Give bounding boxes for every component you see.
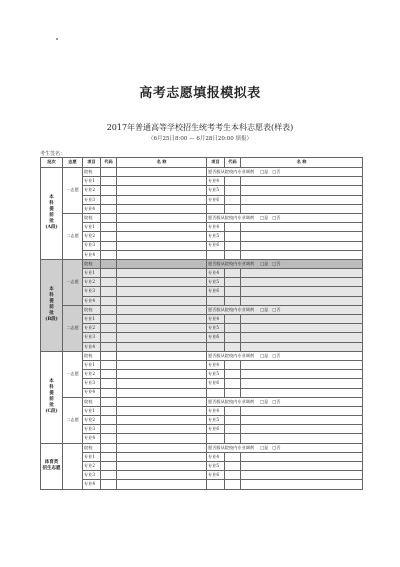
form-row [41,452,363,461]
batch-label-part: 提 [49,207,54,213]
volunteer-label [63,443,83,489]
batch-label-part: 批 [49,403,54,409]
code-input[interactable] [101,324,117,333]
scan-speck [56,38,58,40]
form-row [41,296,363,305]
name-input[interactable] [117,241,207,250]
major-label: 专业2 [83,324,101,333]
volunteer-label: 一志愿 [63,259,83,305]
code-input[interactable] [101,397,117,406]
adjust-option [207,305,363,314]
code-input[interactable] [101,351,117,360]
major-label-right: 专业6 [207,333,225,342]
name-input-right[interactable] [241,324,363,333]
form-row [41,278,363,287]
major-label: 专业4 [83,204,101,213]
major-label: 专业4 [83,342,101,351]
name-input[interactable] [117,296,207,305]
major-label: 专业4 [83,434,101,443]
form-row [41,287,363,296]
code-input-right[interactable] [225,223,241,232]
adjust-yes-checkbox[interactable]: □是 [260,398,269,404]
major-label: 专业4 [83,480,101,489]
volunteer-label: 二志愿 [63,305,83,351]
adjust-label: 愿否服从院校内专业调剂 [208,352,255,358]
form-row [41,333,363,342]
name-input-right[interactable] [241,342,363,351]
name-input-right[interactable] [241,471,363,480]
form-row [41,406,363,415]
name-input-right[interactable] [241,269,363,278]
major-label-right: 专业6 [207,287,225,296]
form-row [41,195,363,204]
major-label: 专业3 [83,195,101,204]
major-label: 专业2 [83,232,101,241]
batch-label-part: 批 [49,219,54,225]
major-label-right: 专业5 [207,416,225,425]
code-input[interactable] [101,480,117,489]
major-label: 专业4 [83,296,101,305]
name-input[interactable] [117,406,207,415]
name-input[interactable] [117,425,207,434]
major-label-right: 专业5 [207,370,225,379]
name-input[interactable] [117,351,207,360]
batch-label-part: 本 [49,195,54,201]
form-row [41,425,363,434]
major-label: 专业3 [83,425,101,434]
form-row [41,379,363,388]
major-label: 专业3 [83,287,101,296]
batch-label-part: 招生志愿 [42,466,61,472]
code-input[interactable] [101,213,117,222]
volunteer-form-table [40,157,363,490]
adjust-no-checkbox[interactable]: □否 [272,306,281,312]
name-input-right[interactable] [241,186,363,195]
major-label: 专业2 [83,462,101,471]
name-input[interactable] [117,213,207,222]
code-input[interactable] [101,360,117,369]
major-label: 专业3 [83,471,101,480]
code-input-right[interactable] [225,370,241,379]
major-label: 专业3 [83,241,101,250]
major-label-right: 专业4 [207,406,225,415]
code-input[interactable] [101,452,117,461]
name-input[interactable] [117,333,207,342]
name-input[interactable] [117,269,207,278]
code-input-right[interactable] [225,425,241,434]
name-input[interactable] [117,443,207,452]
code-input[interactable] [101,434,117,443]
code-input[interactable] [101,315,117,324]
adjust-yes-checkbox[interactable]: □是 [260,214,269,220]
code-input[interactable] [101,425,117,434]
adjust-option [207,259,363,268]
major-label-right [207,250,225,259]
code-input[interactable] [101,287,117,296]
adjust-no-checkbox[interactable]: □否 [272,260,281,266]
name-input[interactable] [117,177,207,186]
major-label: 专业1 [83,177,101,186]
major-label-right: 专业6 [207,379,225,388]
school-label: 院校 [83,213,101,222]
form-row [41,241,363,250]
name-input[interactable] [117,195,207,204]
major-label: 专业1 [83,360,101,369]
form-body [41,168,363,490]
adjust-no-checkbox[interactable]: □否 [272,398,281,404]
school-label: 院校 [83,305,101,314]
name-input-right[interactable] [241,434,363,443]
form-row [41,416,363,425]
header-batch: 批次 [41,158,63,168]
name-input[interactable] [117,305,207,314]
major-label: 专业1 [83,406,101,415]
header-item-right: 项目 [207,158,225,168]
code-input[interactable] [101,416,117,425]
major-label-right: 专业6 [207,241,225,250]
code-input[interactable] [101,204,117,213]
code-input-right[interactable] [225,195,241,204]
volunteer-label: 一志愿 [63,351,83,397]
code-input[interactable] [101,259,117,268]
adjust-yes-checkbox[interactable]: □是 [260,168,269,174]
major-label-right: 专业4 [207,452,225,461]
code-input-right[interactable] [225,342,241,351]
code-input-right[interactable] [225,333,241,342]
adjust-yes-checkbox[interactable]: □是 [260,352,269,358]
major-label-right: 专业5 [207,462,225,471]
major-label-right: 专业4 [207,360,225,369]
name-input-right[interactable] [241,241,363,250]
code-input-right[interactable] [225,379,241,388]
code-input[interactable] [101,462,117,471]
school-label: 院校 [83,168,101,177]
name-input-right[interactable] [241,177,363,186]
name-input[interactable] [117,379,207,388]
code-input-right[interactable] [225,186,241,195]
batch-label-part: 科 [49,201,54,207]
form-row [41,204,363,213]
name-input[interactable] [117,360,207,369]
major-label-right: 专业5 [207,278,225,287]
form-row [41,232,363,241]
adjust-option [207,397,363,406]
code-input-right[interactable] [225,406,241,415]
form-row [41,388,363,397]
batch-label-part: (B段) [45,317,58,323]
major-label: 专业4 [83,250,101,259]
code-input-right[interactable] [225,324,241,333]
name-input-right[interactable] [241,278,363,287]
header-code: 代码 [101,158,117,168]
name-input-right[interactable] [241,250,363,259]
code-input-right[interactable] [225,269,241,278]
form-row [41,213,363,222]
adjust-no-checkbox[interactable]: □否 [272,444,281,450]
form-row [41,324,363,333]
name-input-right[interactable] [241,462,363,471]
form-row [41,462,363,471]
code-input-right[interactable] [225,462,241,471]
form-row [41,186,363,195]
name-input[interactable] [117,250,207,259]
code-input[interactable] [101,250,117,259]
header-name-right: 名 称 [241,158,363,168]
name-input-right[interactable] [241,232,363,241]
table-header-row [41,158,363,168]
adjust-label: 愿否服从院校内专业调剂 [208,398,255,404]
major-label-right: 专业4 [207,177,225,186]
major-label-right: 专业5 [207,324,225,333]
name-input-right[interactable] [241,416,363,425]
major-label-right: 专业4 [207,315,225,324]
major-label: 专业1 [83,452,101,461]
adjust-yes-checkbox[interactable]: □是 [260,306,269,312]
major-label-right [207,296,225,305]
filing-period: （6月25日8:00 — 6月28日20:00 填报） [148,136,252,142]
code-input[interactable] [101,223,117,232]
name-input-right[interactable] [241,452,363,461]
code-input-right[interactable] [225,287,241,296]
code-input-right[interactable] [225,250,241,259]
major-label: 专业2 [83,186,101,195]
major-label-right [207,480,225,489]
name-input[interactable] [117,480,207,489]
batch-label [41,168,63,260]
name-input[interactable] [117,315,207,324]
major-label-right [207,204,225,213]
name-input-right[interactable] [241,204,363,213]
header-name: 名 称 [117,158,207,168]
form-row [41,351,363,360]
name-input[interactable] [117,168,207,177]
name-input[interactable] [117,397,207,406]
form-row [41,315,363,324]
form-row [41,305,363,314]
major-label-right: 专业5 [207,232,225,241]
batch-label-part: 前 [49,397,54,403]
code-input[interactable] [101,443,117,452]
form-row [41,259,363,268]
code-input[interactable] [101,186,117,195]
name-input[interactable] [117,462,207,471]
code-input[interactable] [101,333,117,342]
adjust-label: 愿否服从院校内专业调剂 [208,168,255,174]
school-label: 院校 [83,397,101,406]
form-row [41,434,363,443]
major-label: 专业1 [83,269,101,278]
name-input-right[interactable] [241,360,363,369]
code-input-right[interactable] [225,204,241,213]
adjust-option [207,443,363,452]
major-label-right: 专业4 [207,269,225,278]
name-input[interactable] [117,278,207,287]
name-input-right[interactable] [241,296,363,305]
batch-label-part: 提 [49,299,54,305]
code-input-right[interactable] [225,480,241,489]
code-input[interactable] [101,269,117,278]
signature-label: 考生签名： [40,151,66,157]
code-input[interactable] [101,195,117,204]
batch-label [41,443,63,489]
name-input-right[interactable] [241,379,363,388]
name-input[interactable] [117,287,207,296]
batch-label-part: 批 [49,311,54,317]
code-input-right[interactable] [225,434,241,443]
name-input[interactable] [117,186,207,195]
adjust-label: 愿否服从院校内专业调剂 [208,214,255,220]
batch-label-part: (A段) [45,225,58,231]
name-input-right[interactable] [241,223,363,232]
header-volunteer: 志愿 [63,158,83,168]
form-row [41,250,363,259]
major-label: 专业4 [83,388,101,397]
name-input-right[interactable] [241,425,363,434]
page-title: 高考志愿填报模拟表 [139,86,261,101]
school-label: 院校 [83,443,101,452]
code-input[interactable] [101,471,117,480]
batch-label-part: 本 [49,287,54,293]
major-label: 专业1 [83,223,101,232]
major-label: 专业1 [83,315,101,324]
batch-label [41,351,63,443]
name-input[interactable] [117,223,207,232]
code-input[interactable] [101,370,117,379]
code-input[interactable] [101,305,117,314]
form-row [41,443,363,452]
code-input-right[interactable] [225,360,241,369]
name-input-right[interactable] [241,406,363,415]
name-input[interactable] [117,324,207,333]
adjust-yes-checkbox[interactable]: □是 [260,444,269,450]
batch-label-part: (C段) [45,409,58,415]
name-input[interactable] [117,232,207,241]
volunteer-label: 二志愿 [63,397,83,443]
adjust-label: 愿否服从院校内专业调剂 [208,444,255,450]
batch-label-part: 前 [49,305,54,311]
major-label-right: 专业6 [207,425,225,434]
batch-label-part: 科 [49,293,54,299]
name-input[interactable] [117,434,207,443]
major-label: 专业3 [83,379,101,388]
name-input-right[interactable] [241,333,363,342]
form-row [41,360,363,369]
batch-label-part: 提 [49,391,54,397]
school-label: 院校 [83,351,101,360]
major-label-right: 专业4 [207,223,225,232]
name-input[interactable] [117,452,207,461]
form-row [41,397,363,406]
form-row [41,168,363,177]
code-input[interactable] [101,342,117,351]
batch-label [41,259,63,351]
adjust-option [207,351,363,360]
major-label-right: 专业6 [207,471,225,480]
code-input-right[interactable] [225,388,241,397]
name-input-right[interactable] [241,287,363,296]
code-input[interactable] [101,388,117,397]
code-input[interactable] [101,241,117,250]
volunteer-label: 一志愿 [63,168,83,214]
header-code-right: 代码 [225,158,241,168]
batch-label-part: 体育类 [44,460,59,466]
code-input-right[interactable] [225,278,241,287]
code-input-right[interactable] [225,452,241,461]
code-input-right[interactable] [225,471,241,480]
form-row [41,177,363,186]
major-label-right: 专业6 [207,195,225,204]
major-label: 专业3 [83,333,101,342]
major-label-right [207,434,225,443]
major-label: 专业2 [83,370,101,379]
major-label: 专业2 [83,278,101,287]
major-label-right: 专业5 [207,186,225,195]
name-input[interactable] [117,471,207,480]
name-input[interactable] [117,204,207,213]
form-row [41,223,363,232]
code-input[interactable] [101,177,117,186]
code-input-right[interactable] [225,232,241,241]
form-row [41,342,363,351]
form-row [41,471,363,480]
code-input[interactable] [101,406,117,415]
major-label-right [207,342,225,351]
adjust-option [207,213,363,222]
code-input-right[interactable] [225,296,241,305]
name-input-right[interactable] [241,480,363,489]
code-input[interactable] [101,296,117,305]
name-input-right[interactable] [241,388,363,397]
name-input-right[interactable] [241,195,363,204]
adjust-no-checkbox[interactable]: □否 [272,214,281,220]
name-input[interactable] [117,259,207,268]
school-label: 院校 [83,259,101,268]
code-input[interactable] [101,379,117,388]
adjust-no-checkbox[interactable]: □否 [272,168,281,174]
code-input-right[interactable] [225,416,241,425]
major-label-right [207,388,225,397]
form-row [41,269,363,278]
code-input[interactable] [101,278,117,287]
form-row [41,370,363,379]
code-input[interactable] [101,232,117,241]
volunteer-label: 二志愿 [63,213,83,259]
code-input[interactable] [101,168,117,177]
name-input-right[interactable] [241,315,363,324]
adjust-option [207,168,363,177]
name-input[interactable] [117,388,207,397]
name-input[interactable] [117,370,207,379]
adjust-label: 愿否服从院校内专业调剂 [208,260,255,266]
code-input-right[interactable] [225,241,241,250]
code-input-right[interactable] [225,177,241,186]
major-label: 专业2 [83,416,101,425]
adjust-no-checkbox[interactable]: □否 [272,352,281,358]
batch-label-part: 本 [49,379,54,385]
batch-label-part: 科 [49,385,54,391]
adjust-label: 愿否服从院校内专业调剂 [208,306,255,312]
form-row [41,480,363,489]
adjust-yes-checkbox[interactable]: □是 [260,260,269,266]
batch-label-part: 前 [49,213,54,219]
header-item: 项目 [83,158,101,168]
name-input[interactable] [117,342,207,351]
name-input-right[interactable] [241,370,363,379]
name-input[interactable] [117,416,207,425]
code-input-right[interactable] [225,315,241,324]
form-subtitle: 2017年普通高等学校招生统考考生本科志愿表(样表) [106,123,294,132]
